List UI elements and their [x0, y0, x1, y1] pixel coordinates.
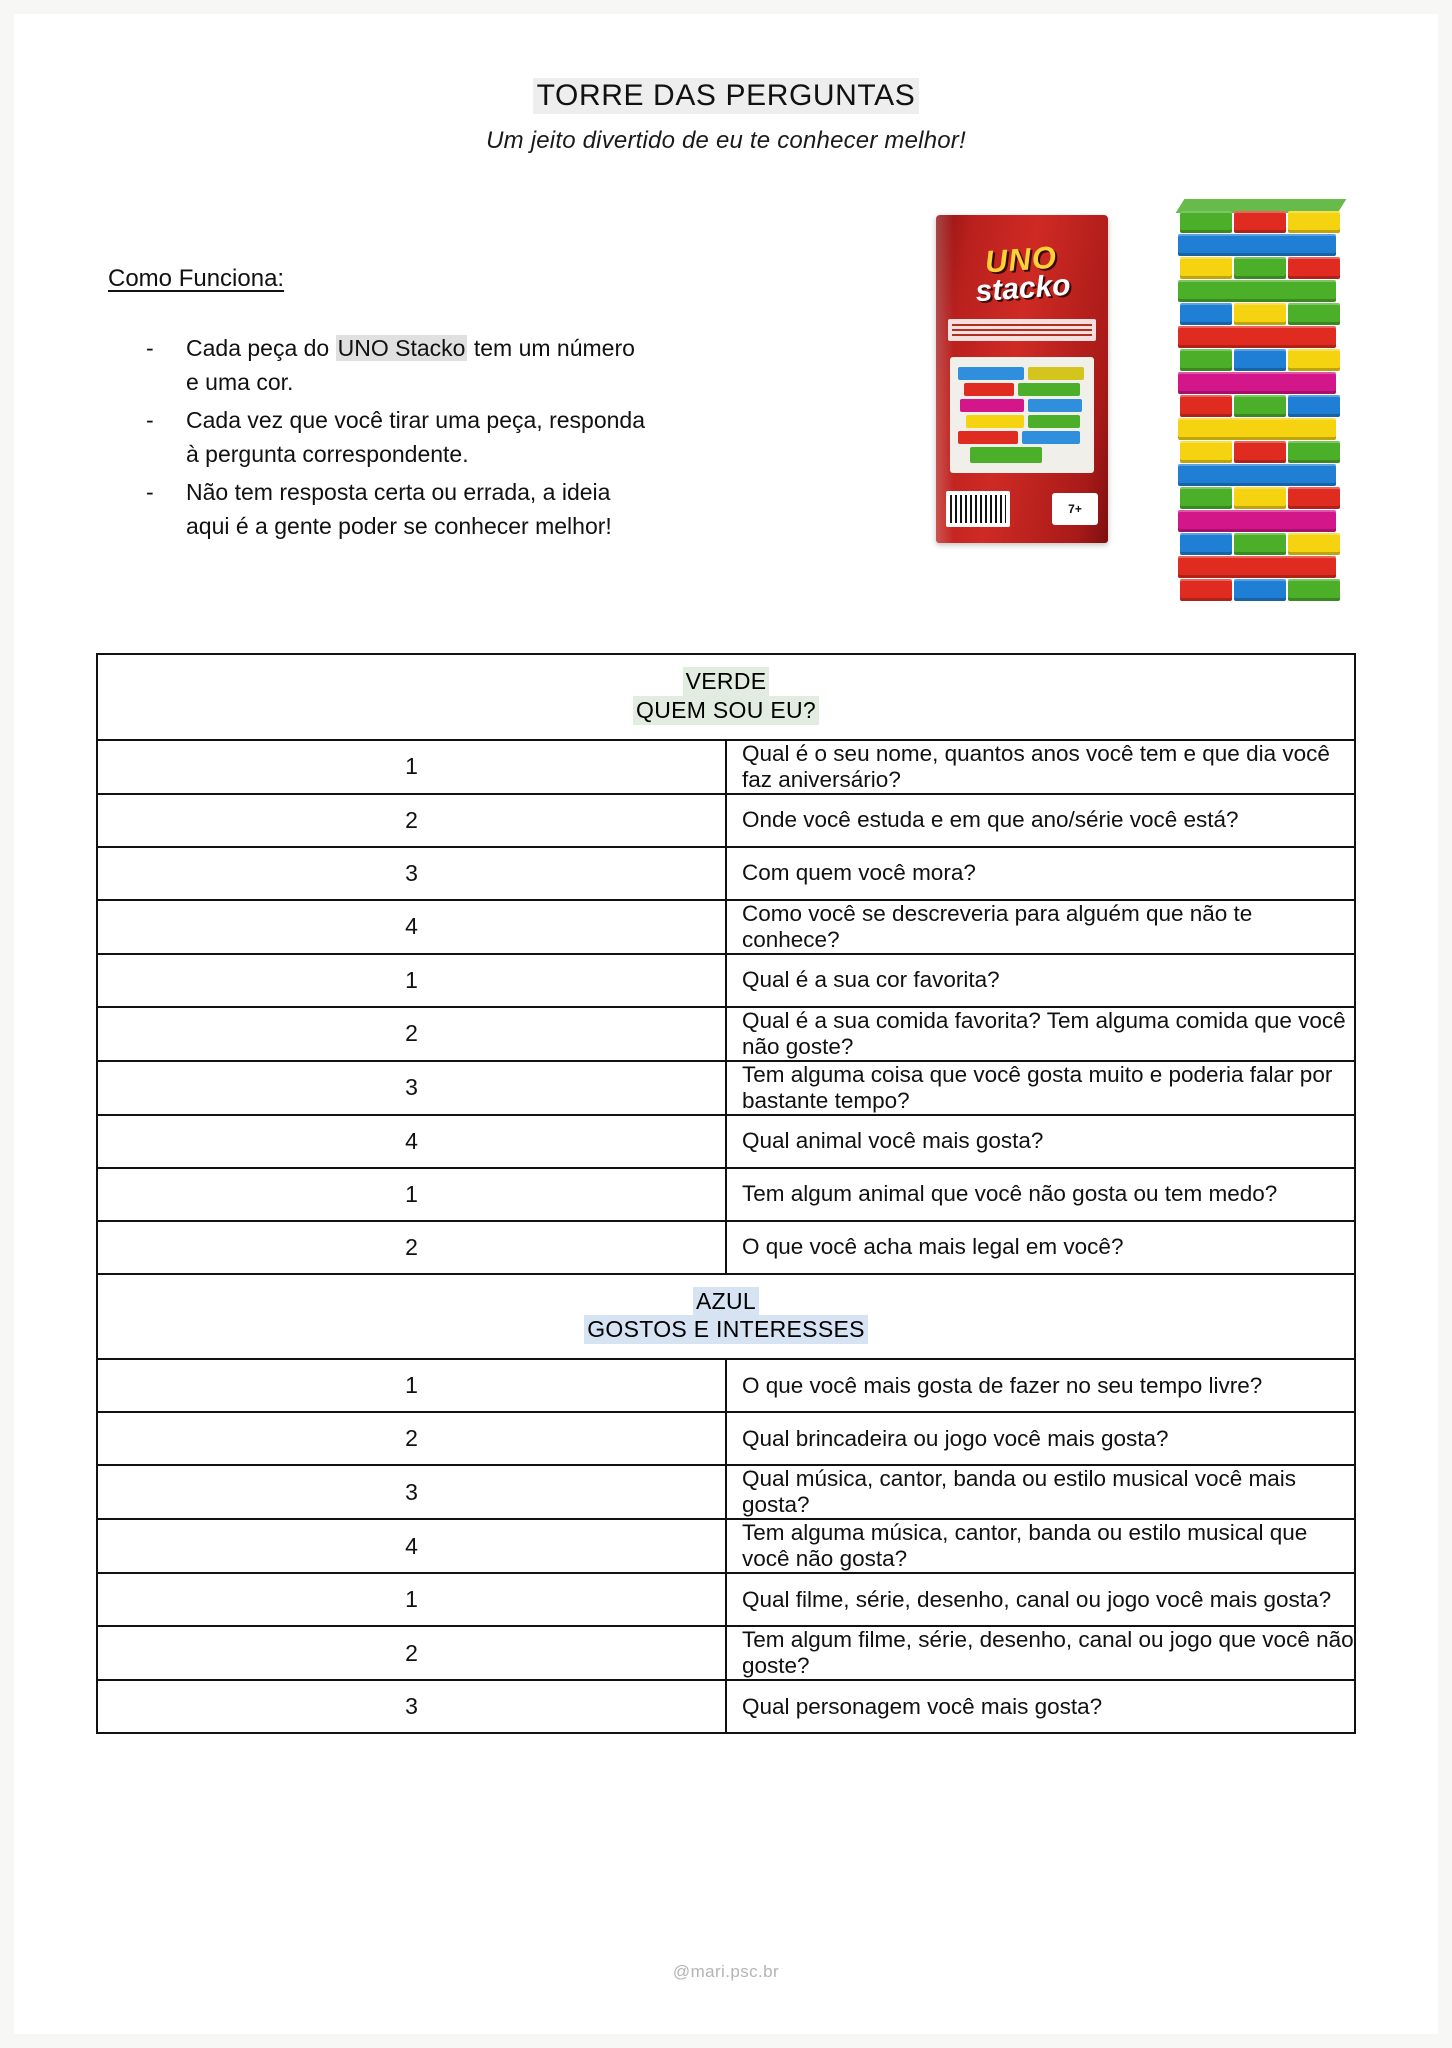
how-it-works-block: [108, 265, 648, 547]
table-row: [97, 1168, 1355, 1221]
table-row: [97, 1519, 1355, 1573]
row-number: 4: [97, 1115, 726, 1168]
stacko-wordmark: stacko: [974, 269, 1072, 309]
bullet-dash: -: [146, 479, 154, 506]
row-question: Tem algum animal que você não gosta ou tem medo?: [726, 1168, 1355, 1221]
row-number: 2: [97, 1221, 726, 1274]
row-question: Qual é a sua cor favorita?: [726, 954, 1355, 1007]
table-row: [97, 1465, 1355, 1519]
table-row: [97, 1007, 1355, 1061]
list-item: [108, 331, 648, 399]
row-question: Tem alguma música, cantor, banda ou estilo musical que você não gosta?: [726, 1519, 1355, 1573]
barcode: [946, 491, 1010, 527]
list-item: [108, 475, 648, 543]
row-number: 1: [97, 1359, 726, 1412]
uno-stacko-tower-image: [1174, 207, 1352, 607]
bullet-dash: -: [146, 407, 154, 434]
section-name-label: QUEM SOU EU?: [633, 696, 819, 725]
row-number: 2: [97, 1412, 726, 1465]
section-name-label: GOSTOS E INTERESSES: [584, 1315, 868, 1344]
table-row: [97, 1680, 1355, 1733]
row-number: 1: [97, 1168, 726, 1221]
uno-stacko-logo: [953, 240, 1091, 309]
table-row: [97, 1359, 1355, 1412]
document-sheet: [14, 14, 1438, 2034]
row-number: 2: [97, 1626, 726, 1680]
section-color-label: VERDE: [683, 667, 770, 696]
row-question: Como você se descreveria para alguém que não te conhece?: [726, 900, 1355, 954]
intro-section: [96, 207, 1356, 627]
box-product-photo: [950, 357, 1094, 473]
list-item-text-after: tem um número e uma cor.: [186, 335, 635, 396]
box-footer: [946, 491, 1098, 535]
row-question: Qual filme, série, desenho, canal ou jogo você mais gosta?: [726, 1573, 1355, 1626]
list-item-text: Cada vez que você tirar uma peça, responda à pergunta correspondente.: [186, 407, 645, 468]
footer-credit: @mari.psc.br: [672, 1962, 780, 1981]
product-photos: [936, 207, 1356, 607]
row-number: 3: [97, 1465, 726, 1519]
row-number: 1: [97, 954, 726, 1007]
row-question: Qual é o seu nome, quantos anos você tem e que dia você faz aniversário?: [726, 740, 1355, 794]
section-color-label: AZUL: [693, 1287, 759, 1316]
row-question: Onde você estuda e em que ano/série você está?: [726, 794, 1355, 847]
row-question: Qual é a sua comida favorita? Tem alguma comida que você não goste?: [726, 1007, 1355, 1061]
row-number: 4: [97, 900, 726, 954]
row-question: Tem alguma coisa que você gosta muito e poderia falar por bastante tempo?: [726, 1061, 1355, 1115]
page-title: TORRE DAS PERGUNTAS: [533, 78, 920, 114]
table-row: [97, 954, 1355, 1007]
table-row: [97, 1573, 1355, 1626]
row-number: 3: [97, 1061, 726, 1115]
row-question: Qual animal você mais gosta?: [726, 1115, 1355, 1168]
uno-wordmark: UNO: [983, 239, 1059, 280]
how-it-works-heading: Como Funciona:: [108, 265, 285, 292]
table-row: [97, 847, 1355, 900]
row-question: O que você mais gosta de fazer no seu tempo livre?: [726, 1359, 1355, 1412]
bullet-dash: -: [146, 335, 154, 361]
row-question: Qual brincadeira ou jogo você mais gosta?: [726, 1412, 1355, 1465]
table-row: [97, 1412, 1355, 1465]
table-row: [97, 900, 1355, 954]
uno-stacko-box-image: [936, 215, 1108, 543]
row-number: 3: [97, 1680, 726, 1733]
row-question: Com quem você mora?: [726, 847, 1355, 900]
table-row: [97, 1061, 1355, 1115]
page-subtitle: Um jeito divertido de eu te conhecer melhor!: [486, 127, 966, 154]
row-number: 1: [97, 1573, 726, 1626]
row-question: Qual personagem você mais gosta?: [726, 1680, 1355, 1733]
highlighted-term: UNO Stacko: [337, 335, 466, 361]
questions-table: [96, 653, 1356, 1734]
table-row: [97, 1626, 1355, 1680]
row-number: 4: [97, 1519, 726, 1573]
table-row: [97, 794, 1355, 847]
table-row: [97, 740, 1355, 794]
table-row: [97, 1221, 1355, 1274]
table-row: [97, 1115, 1355, 1168]
title-block: [96, 78, 1356, 155]
list-item: [108, 403, 648, 471]
list-item-text-before: Cada peça do: [186, 335, 336, 361]
section-header-row: [97, 1274, 1355, 1360]
row-number: 3: [97, 847, 726, 900]
row-number: 2: [97, 1007, 726, 1061]
box-blurb: [948, 319, 1096, 341]
row-number: 2: [97, 794, 726, 847]
how-it-works-list: [108, 331, 648, 543]
age-rating: 7+: [1052, 493, 1098, 525]
row-question: Tem algum filme, série, desenho, canal ou jogo que você não goste?: [726, 1626, 1355, 1680]
section-header-row: [97, 654, 1355, 740]
row-number: 1: [97, 740, 726, 794]
row-question: O que você acha mais legal em você?: [726, 1221, 1355, 1274]
list-item-text: Não tem resposta certa ou errada, a ideia aqui é a gente poder se conhecer melhor!: [186, 479, 612, 540]
section-header-azul: [97, 1274, 1355, 1360]
section-header-verde: [97, 654, 1355, 740]
row-question: Qual música, cantor, banda ou estilo musical você mais gosta?: [726, 1465, 1355, 1519]
